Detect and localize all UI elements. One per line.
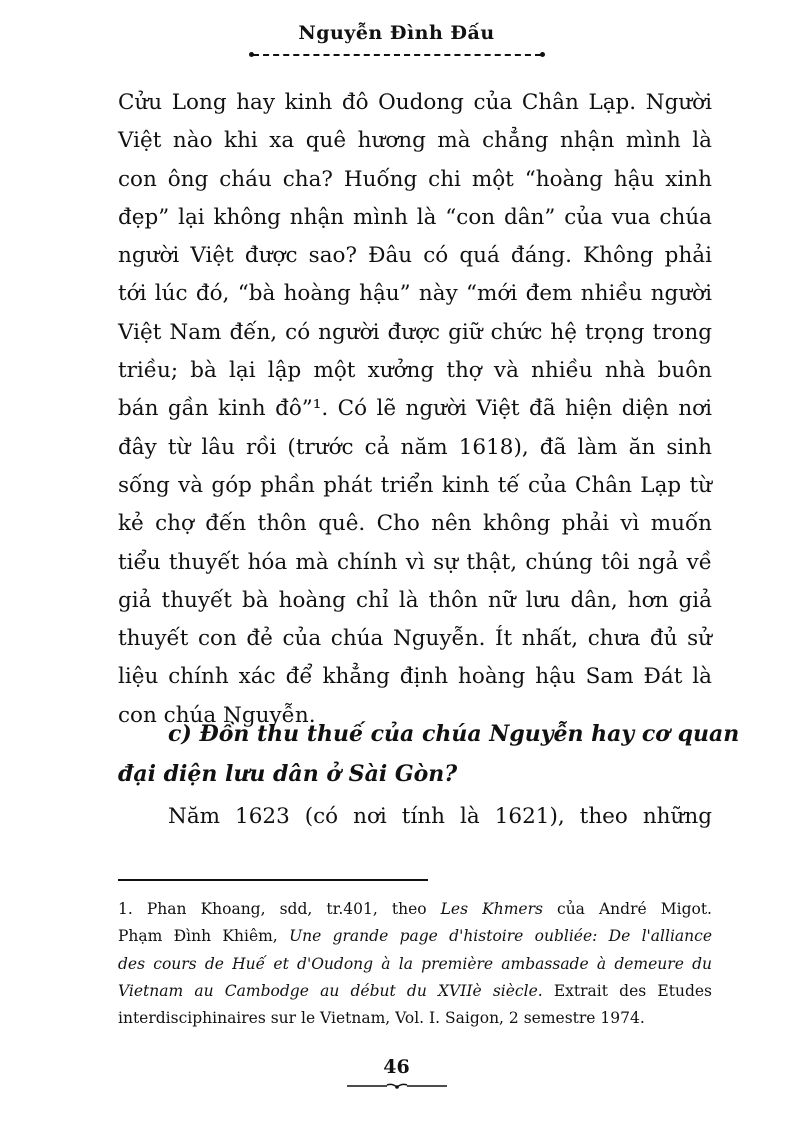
page-number: 46 [383, 1056, 410, 1078]
body-line: đây từ lâu rồi (trước cả năm 1618), đã làm ăn sinh [118, 434, 712, 460]
body-line: bán gần kinh đô”¹. Có lẽ người Việt đã hiện diện nơi [118, 396, 712, 422]
body-paragraph-2 [168, 798, 712, 836]
fn-italic: Les Khmers [440, 900, 543, 918]
body-line: giả thuyết bà hoàng chỉ là thôn nữ lưu dân, hơn giả [118, 587, 712, 613]
fn-italic: Vietnam au Cambodge au début du XVIIè siècle. [118, 981, 543, 1000]
page-ornament-icon [347, 1083, 447, 1089]
body-line: tới lúc đó, “bà hoàng hậu” này “mới đem nhiều người [118, 281, 712, 307]
footnote-line [118, 951, 712, 978]
header-divider [253, 54, 541, 56]
body-line: liệu chính xác để khẳng định hoàng hậu Sam Đát là [118, 664, 712, 690]
body-line: kẻ chợ đến thôn quê. Cho nên không phải vì muốn [118, 511, 712, 537]
footnotes [118, 896, 712, 1032]
footnote-line [118, 923, 712, 950]
section-heading-line: c) Đồn thu thuế của chúa Nguyễn hay cơ quan [168, 721, 740, 747]
body-line: người Việt được sao? Đâu có quá đáng. Không phải [118, 243, 712, 269]
running-header: Nguyễn Đình Đấu [298, 22, 495, 44]
body-line: Năm 1623 (có nơi tính là 1621), theo những [168, 804, 712, 829]
body-line: Cửu Long hay kinh đô Oudong của Chân Lạp. Người [118, 90, 712, 115]
fn-text: 1. Phan Khoang, sdd, tr.401, theo [118, 900, 441, 918]
fn-text: Extrait des Etudes [542, 981, 712, 1000]
body-line: Việt nào khi xa quê hương mà chẳng nhận mình là [118, 128, 712, 154]
section-heading-cont [118, 754, 712, 794]
footnote-line [118, 978, 712, 1005]
body-line: Việt Nam đến, có người được giữ chức hệ trọng trong [118, 319, 712, 345]
footnote-line [118, 896, 712, 923]
fn-text: Phạm Đình Khiêm, [118, 927, 290, 946]
body-line: con chúa Nguyễn. [118, 702, 316, 728]
body-paragraph [118, 84, 712, 735]
body-line: tiểu thuyết hóa mà chính vì sự thật, chúng tôi ngả về [118, 549, 712, 575]
footnote-divider [118, 879, 428, 881]
footnote-line: interdisciphinaires sur le Vietnam, Vol. I. Saigon, 2 semestre 1974. [118, 1009, 645, 1028]
fn-text: của André Migot. [542, 900, 712, 918]
body-line: triều; bà lại lập một xưởng thợ và nhiều nhà buôn [118, 358, 712, 384]
section-heading [118, 714, 740, 754]
fn-italic: Une grande page d'histoire oubliée: De l'alliance [289, 927, 712, 946]
body-line: sống và góp phần phát triển kinh tế của Chân Lạp từ [118, 472, 712, 498]
body-line: thuyết con đẻ của chúa Nguyễn. Ít nhất, chưa đủ sử [118, 626, 712, 652]
fn-italic: des cours de Huế et d'Oudong à la première ambassade à demeure du [118, 954, 712, 973]
section-heading-line: đại diện lưu dân ở Sài Gòn? [118, 761, 458, 787]
body-line: đẹp” lại không nhận mình là “con dân” của vua chúa [118, 204, 712, 230]
body-line: con ông cháu cha? Huống chi một “hoàng hậu xinh [118, 166, 712, 192]
